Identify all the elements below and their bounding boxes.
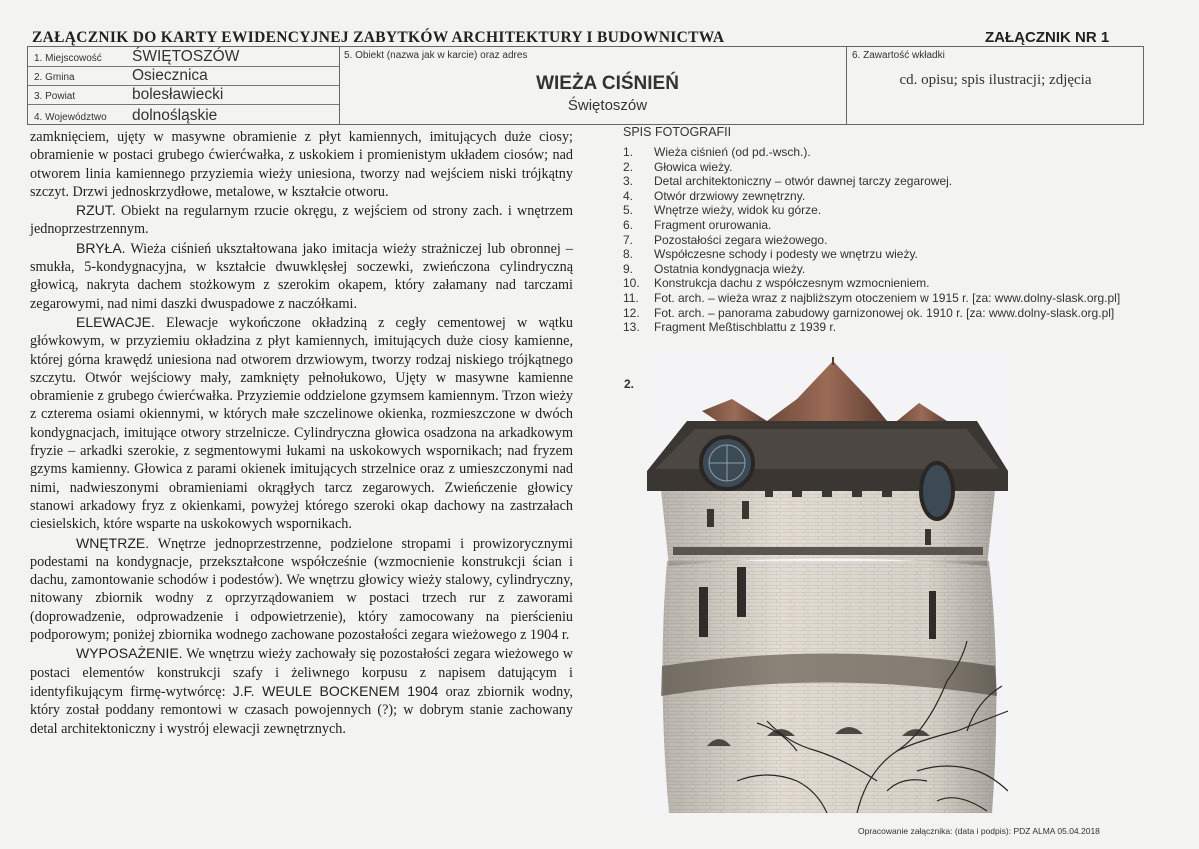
photo-list	[623, 125, 1120, 335]
list-item	[623, 218, 1120, 233]
list-item	[623, 160, 1120, 175]
list-item	[623, 189, 1120, 204]
paragraph-elewacje	[30, 313, 573, 534]
list-item	[623, 174, 1120, 189]
item-number: 6.	[623, 217, 634, 232]
item-number: 13.	[623, 320, 640, 335]
object-place: Świętoszów	[567, 97, 648, 114]
maker-inscription: J.F. WEULE BOCKENEM 1904	[232, 682, 439, 699]
meta-value: dolnośląskie	[132, 107, 218, 124]
meta-value: bolesławiecki	[132, 86, 224, 103]
meta-label: 3. Powiat	[34, 91, 76, 102]
item-text: Współczesne schody i podesty we wnętrzu wieży.	[654, 247, 918, 262]
list-item	[623, 203, 1120, 218]
item-number: 2.	[623, 159, 634, 174]
item-text: Wieża ciśnień (od pd.-wsch.).	[654, 145, 811, 159]
divider	[339, 47, 340, 124]
item-text: Fot. arch. – wieża wraz z najbliższym otoczeniem w 1915 r. [za: www.dolny-slask.org.pl]	[654, 290, 1121, 305]
meta-value: ŚWIĘTOSZÓW	[132, 48, 240, 65]
object-label: 5. Obiekt (nazwa jak w karcie) oraz adres	[344, 50, 528, 61]
contents-value: cd. opisu; spis ilustracji; zdjęcia	[899, 72, 1092, 88]
list-item	[623, 320, 1120, 335]
section-text: Obiekt na regularnym rzucie okręgu, z wejściem od strony zach. i wnętrzem jednoprzestrzennym.	[30, 203, 573, 238]
section-text: Wieża ciśnień ukształtowana jako imitacja wieży strażniczej lub obronnej – smukła, 5-kondygnacyjna, w kształcie dwuwklęsłej soczewki, zwieńczona cylindryczną głowicą, nakryta dachem stożkowym z szerokim okapem, który załamany nad tarczami zegarowymi, nad nimi daszki dwuspadowe z naczółkami.	[30, 240, 573, 312]
item-number: 5.	[623, 203, 634, 218]
item-number: 7.	[623, 232, 634, 247]
meta-value: Osiecznica	[132, 67, 208, 84]
footer-signature: Opracowanie załącznika: (data i podpis): PDZ ALMA 05.04.2018	[858, 826, 1100, 836]
paragraph-wyposazenie	[30, 644, 573, 737]
list-item	[623, 247, 1120, 262]
section-heading: WNĘTRZE.	[76, 534, 150, 551]
item-number: 9.	[623, 261, 634, 276]
tower-photo	[647, 351, 1008, 813]
item-number: 3.	[623, 174, 634, 189]
section-heading: WYPOSAŻENIE.	[76, 645, 183, 662]
list-item	[623, 306, 1120, 321]
list-item	[623, 233, 1120, 248]
item-text: Ostatnia kondygnacja wieży.	[654, 261, 806, 276]
item-text: Fot. arch. – panorama zabudowy garnizonowej ok. 1910 r. [za: www.dolny-slask.org.pl]	[654, 305, 1115, 320]
item-text: Fragment Meßtischblattu z 1939 r.	[654, 320, 837, 335]
item-text: Otwór drzwiowy zewnętrzny.	[654, 188, 806, 203]
list-item	[623, 291, 1120, 306]
meta-label: 1. Miejscowość	[34, 53, 102, 64]
object-name: WIEŻA CIŚNIEŃ	[536, 73, 679, 94]
list-item	[623, 276, 1120, 291]
item-number: 8.	[623, 247, 634, 262]
section-heading: BRYŁA.	[76, 239, 126, 256]
item-number: 12.	[623, 305, 640, 320]
item-text: Głowica wieży.	[654, 159, 733, 174]
meta-label: 2. Gmina	[34, 72, 75, 83]
meta-row-wojewodztwo	[28, 104, 339, 125]
section-heading: ELEWACJE.	[76, 313, 155, 330]
paragraph-wnetrze	[30, 534, 573, 645]
section-text: Elewacje wykończone okładziną z cegły cementowej w wątku główkowym, w przyziemiu okładzina z płyt kamiennych, imitujących duże ciosy kamienne, której górna krawędź uniesiona nad otworem drzwiowym, tworzy rodzaj niskiego trójkątnego szczytu. Otwór wejściowy mały, zamknięty pełnołukowo, Ujęty w masywne kamienne obramienie z grubego ćwierćwałka. Przyziemie oddzielone gzymsem kamiennym. Trzon wieży z czterema osiami okiennymi, w których małe szczelinowe okienka, rozmieszczone w dwóch kondygnacjach, imitujące otwory strzelnicze. Cylindryczna głowica osadzona na arkadkowym fryzie – arkadki szerokie, z segmentowymi łukami na uskokowych wspornikach; nad fryzem gzyms kamienny. Głowica z parami okienek imitujących strzelnice oraz z umieszczonymi nad nimi, nadwieszonymi obramieniami okrągłych tarcz zegarowych. Zwieńczenie głowicy stanowi arkadowy fryz z okienkami, powyżej którego szeroki okap dachowy na zastrzałach ciesielskich, które wsparte na uskokowych wspornikach.	[30, 314, 573, 533]
meta-label: 4. Województwo	[34, 112, 107, 123]
header-grid	[27, 46, 1144, 125]
list-item	[623, 145, 1120, 160]
item-text: Konstrukcja dachu z współczesnym wzmocnieniem.	[654, 276, 930, 291]
meta-row-powiat	[28, 85, 339, 105]
item-text: Wnętrze wieży, widok ku górze.	[654, 203, 822, 218]
paragraph: zamknięciem, ujęty w masywne obramienie z płyt kamiennych, imitujących duże ciosy; obramienie w postaci grubego ćwierćwałka, z uskokiem i promienistym układem ciosów; nad otworem linia kamiennego przyziemia wieży uniesiona, tworzy nad wejściem niski trójkątny szczyt. Drzwi jednoskrzydłowe, metalowe, w kształcie otworu.	[30, 129, 573, 200]
item-text: Fragment orurowania.	[654, 217, 772, 232]
description-text	[30, 128, 573, 738]
contents-label: 6. Zawartość wkładki	[852, 50, 945, 61]
item-number: 11.	[623, 290, 639, 305]
section-heading: RZUT.	[76, 202, 116, 219]
item-number: 4.	[623, 188, 634, 203]
paragraph-bryla	[30, 239, 573, 313]
meta-row-miejscowosc	[28, 47, 339, 67]
meta-row-gmina	[28, 66, 339, 86]
item-number: 1.	[623, 145, 634, 159]
attachment-number: ZAŁĄCZNIK NR 1	[985, 29, 1110, 46]
section-text: We wnętrzu wieży zachowały się pozostałości zegara wieżowego w postaci elementów konstrukcji szafy i żeliwnego korpusu z napisem datującym i identyfikującym firmę-wytwórcę:	[30, 646, 573, 700]
item-text: Pozostałości zegara wieżowego.	[654, 232, 828, 247]
item-number: 10.	[623, 276, 640, 291]
photo-list-title: SPIS FOTOGRAFII	[623, 125, 732, 139]
document-title: ZAŁĄCZNIK DO KARTY EWIDENCYJNEJ ZABYTKÓW ARCHITEKTURY I BUDOWNICTWA	[32, 29, 725, 46]
list-item	[623, 262, 1120, 277]
section-text: Wnętrze jednoprzestrzenne, podzielone stropami i prowizorycznymi podestami na kondygnacje, przekształcone współcześnie (wzmocnienie konstrukcji ścian i dachu, zamontowanie schodów i podestów). We wnętrzu głowicy wieży stalowy, cylindryczny, nitowany zbiornik wodny z oprzyrządowaniem w postaci trzech rur z zaworami (doprowadzenie, odprowadzenie i odpowietrzenie), który zamocowany na pierścieniu podporowym; poniżej zbiornika wodnego zachowane pozostałości zegara wieżowego z 1904 r.	[30, 535, 573, 644]
section-text: oraz zbiornik wodny, który został poddany remontowi w czasach powojennych (?); w dobrym stanie zachowany detal architektoniczny i wystrój elewacji zewnętrznych.	[30, 683, 573, 737]
item-text: Detal architektoniczny – otwór dawnej tarczy zegarowej.	[654, 174, 953, 189]
paragraph-rzut	[30, 201, 573, 239]
photo-number: 2.	[624, 377, 635, 391]
